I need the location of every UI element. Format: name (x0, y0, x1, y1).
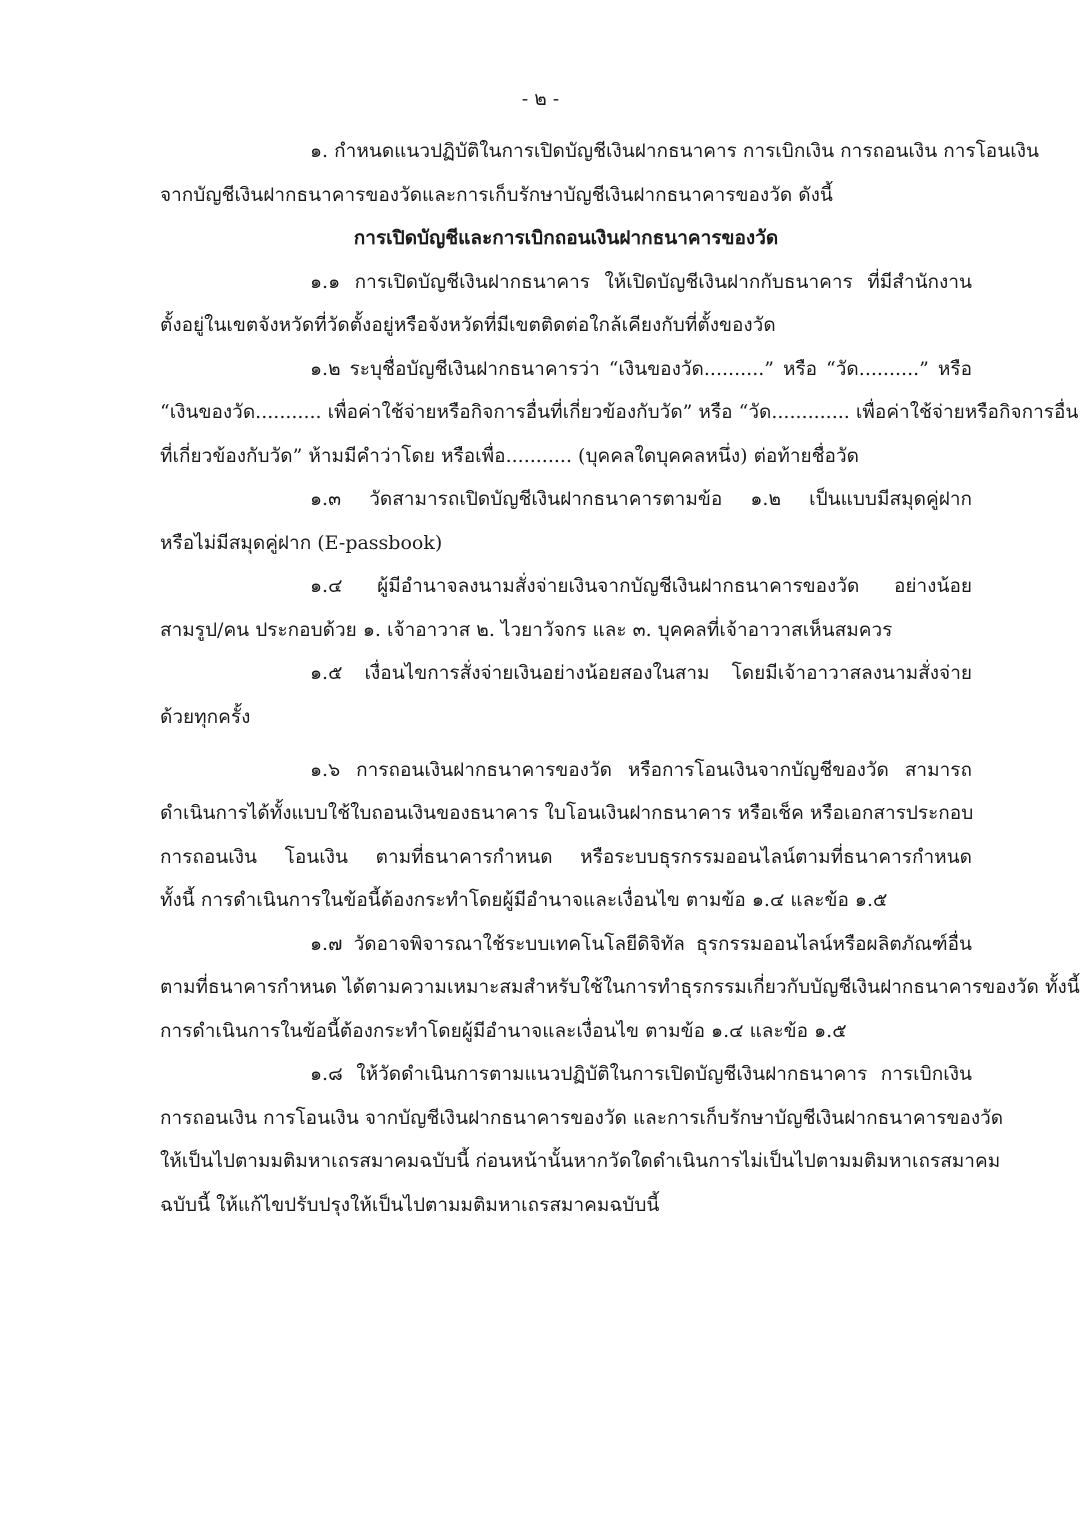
text-line: ทั้งนี้ การดำเนินการในข้อนี้ต้องกระทำโดยผู้มีอำนาจและเงื่อนไข ตามข้อ ๑.๔ และข้อ ๑.๕ (160, 889, 888, 911)
text-line: การถอนเงิน โอนเงิน ตามที่ธนาคารกำหนด หรือระบบธุรกรรมออนไลน์ตามที่ธนาคารกำหนด (160, 845, 972, 868)
text-line: ดำเนินการได้ทั้งแบบใช้ใบถอนเงินของธนาคาร ใบโอนเงินฝากธนาคาร หรือเช็ค หรือเอกสารประกอบ (160, 802, 974, 824)
text-line: ๑.๓ วัดสามารถเปิดบัญชีเงินฝากธนาคารตามข้อ ๑.๒ เป็นแบบมีสมุดคู่ฝาก (310, 488, 972, 510)
text-line: ด้วยทุกครั้ง (160, 705, 251, 728)
text-line: ๑.๖ การถอนเงินฝากธนาคารของวัด หรือการโอนเงินจากบัญชีของวัด สามารถ (310, 758, 972, 781)
text-line: ตั้งอยู่ในเขตจังหวัดที่วัดตั้งอยู่หรือจังหวัดที่มีเขตติดต่อใกล้เคียงกับที่ตั้งของวัด (160, 314, 776, 336)
text-line: หรือไม่มีสมุดคู่ฝาก (E-passbook) (160, 531, 443, 554)
text-line: “เงินของวัด........... เพื่อค่าใช้จ่ายหรือกิจการอื่นที่เกี่ยวข้องกับวัด” หรือ “วัด............. เพื่อค่าใช้จ่ายหรือกิจการอื่น (160, 401, 1079, 423)
text-line: ๑.๗ วัดอาจพิจารณาใช้ระบบเทคโนโลยีดิจิทัล ธุรกรรมออนไลน์หรือผลิตภัณฑ์อื่น (310, 932, 972, 955)
text-line: ให้เป็นไปตามมติมหาเถรสมาคมฉบับนี้ ก่อนหน้านั้นหากวัดใดดำเนินการไม่เป็นไปตามมติมหาเถรสมาคม (160, 1150, 1001, 1172)
document-body (160, 130, 1080, 1227)
text-line: ฉบับนี้ ให้แก้ไขปรับปรุงให้เป็นไปตามมติมหาเถรสมาคมฉบับนี้ (160, 1193, 660, 1216)
text-line: ตามที่ธนาคารกำหนด ได้ตามความเหมาะสมสำหรับใช้ในการทำธุรกรรมเกี่ยวกับบัญชีเงินฝากธนาคารของวัด ทั้งนี้ (160, 976, 1080, 998)
text-line: ๑.๘ ให้วัดดำเนินการตามแนวปฏิบัติในการเปิดบัญชีเงินฝากธนาคาร การเบิกเงิน (310, 1063, 972, 1085)
text-line: การดำเนินการในข้อนี้ต้องกระทำโดยผู้มีอำนาจและเงื่อนไข ตามข้อ ๑.๔ และข้อ ๑.๕ (160, 1019, 847, 1042)
text-line: ๑.๕ เงื่อนไขการสั่งจ่ายเงินอย่างน้อยสองในสาม โดยมีเจ้าอาวาสลงนามสั่งจ่าย (310, 662, 972, 684)
text-line: จากบัญชีเงินฝากธนาคารของวัดและการเก็บรักษาบัญชีเงินฝากธนาคารของวัด ดังนี้ (160, 183, 833, 206)
text-line: ๑. กำหนดแนวปฏิบัติในการเปิดบัญชีเงินฝากธนาคาร การเบิกเงิน การถอนเงิน การโอนเงิน (310, 140, 1039, 162)
text-line: ๑.๒ ระบุชื่อบัญชีเงินฝากธนาคารว่า “เงินของวัด..........” หรือ “วัด..........” หรือ (310, 357, 972, 380)
text-line: สามรูป/คน ประกอบด้วย ๑. เจ้าอาวาส ๒. ไวยาวัจกร และ ๓. บุคคลที่เจ้าอาวาสเห็นสมควร (160, 618, 893, 641)
text-line: ที่เกี่ยวข้องกับวัด” ห้ามมีคำว่าโดย หรือเพื่อ........... (บุคคลใดบุคคลหนึ่ง) ต่อท้ายชื่อวัด (160, 444, 859, 467)
text-line: ๑.๔ ผู้มีอำนาจลงนามสั่งจ่ายเงินจากบัญชีเงินฝากธนาคารของวัด อย่างน้อย (310, 575, 972, 597)
text-line: การถอนเงิน การโอนเงิน จากบัญชีเงินฝากธนาคารของวัด และการเก็บรักษาบัญชีเงินฝากธนาคารของวัด (160, 1106, 1004, 1129)
page-number: - ๒ - (521, 88, 560, 110)
text-line: ๑.๑ การเปิดบัญชีเงินฝากธนาคาร ให้เปิดบัญชีเงินฝากกับธนาคาร ที่มีสำนักงาน (310, 270, 972, 293)
section-heading: การเปิดบัญชีและการเบิกถอนเงินฝากธนาคารของวัด (353, 227, 779, 249)
